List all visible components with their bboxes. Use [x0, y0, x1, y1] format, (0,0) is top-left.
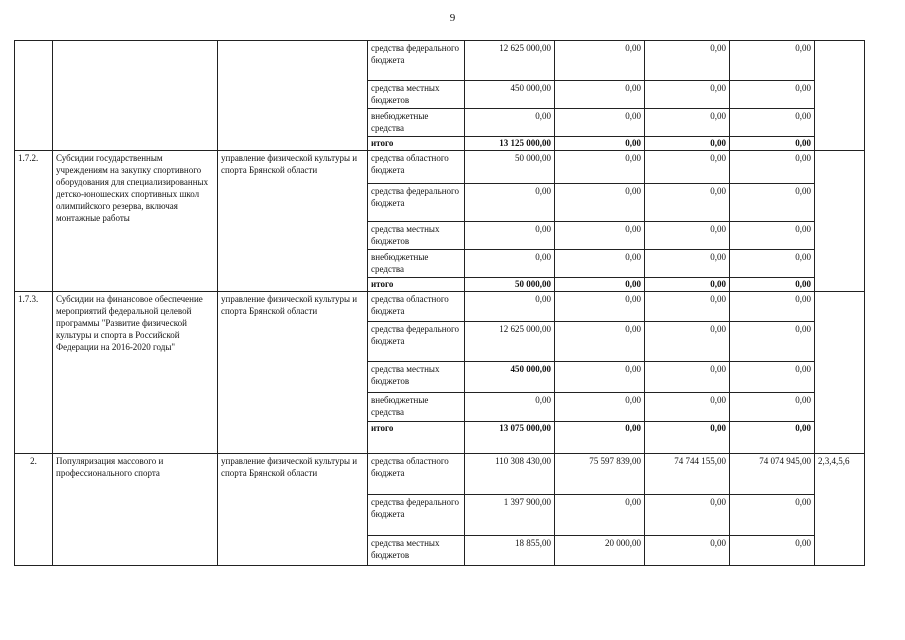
row-number-cell: [15, 41, 53, 151]
amount-year-2: 0,00: [555, 151, 645, 184]
amount-year-4: 0,00: [730, 362, 815, 393]
funding-source: средства местных бюджетов: [368, 362, 465, 393]
amount-year-3: 0,00: [645, 322, 730, 362]
amount-year-4: 0,00: [730, 495, 815, 536]
amount-year-3: 0,00: [645, 109, 730, 137]
amount-year-2: 0,00: [555, 495, 645, 536]
total-year-1: 13 075 000,00: [465, 422, 555, 454]
indicators-cell: [815, 292, 865, 454]
executor-cell: управление физической культуры и спорта Брянской области: [218, 454, 368, 566]
amount-year-2: 0,00: [555, 222, 645, 250]
amount-year-3: 0,00: [645, 393, 730, 422]
amount-year-1: 0,00: [465, 222, 555, 250]
amount-year-4: 0,00: [730, 109, 815, 137]
total-label: итого: [368, 137, 465, 151]
total-year-2: 0,00: [555, 422, 645, 454]
amount-year-4: 0,00: [730, 292, 815, 322]
total-year-4: 0,00: [730, 422, 815, 454]
funding-source: средства областного бюджета: [368, 151, 465, 184]
amount-year-2: 0,00: [555, 184, 645, 222]
total-year-3: 0,00: [645, 422, 730, 454]
funding-source: средства местных бюджетов: [368, 536, 465, 566]
amount-year-3: 0,00: [645, 536, 730, 566]
amount-year-3: 0,00: [645, 184, 730, 222]
amount-year-1: 450 000,00: [465, 362, 555, 393]
amount-year-1: 50 000,00: [465, 151, 555, 184]
table-row: [15, 292, 865, 322]
amount-year-4: 0,00: [730, 184, 815, 222]
amount-year-1: 110 308 430,00: [465, 454, 555, 495]
amount-year-4: 74 074 945,00: [730, 454, 815, 495]
budget-table: [14, 40, 865, 566]
amount-year-2: 0,00: [555, 292, 645, 322]
amount-year-2: 20 000,00: [555, 536, 645, 566]
total-year-4: 0,00: [730, 278, 815, 292]
funding-source: внебюджетные средства: [368, 109, 465, 137]
measure-name-cell: Субсидии на финансовое обеспечение мероприятий федеральной целевой программы "Развитие физической культуры и спорта в Российской Федерации на 2016-2020 годы": [53, 292, 218, 454]
amount-year-1: 0,00: [465, 250, 555, 278]
measure-name-cell: Субсидии государственным учреждениям на закупку спортивного оборудования для специализированных детско-юношеских спортивных школ олимпийского резерва, включая монтажные работы: [53, 151, 218, 292]
row-number-cell: 2.: [15, 454, 53, 566]
executor-cell: [218, 41, 368, 151]
amount-year-1: 18 855,00: [465, 536, 555, 566]
funding-source: средства областного бюджета: [368, 292, 465, 322]
amount-year-1: 0,00: [465, 393, 555, 422]
table-row: [15, 41, 865, 81]
amount-year-2: 0,00: [555, 393, 645, 422]
funding-source: средства федерального бюджета: [368, 184, 465, 222]
measure-name-cell: [53, 41, 218, 151]
amount-year-4: 0,00: [730, 81, 815, 109]
funding-source: средства федерального бюджета: [368, 495, 465, 536]
amount-year-1: 12 625 000,00: [465, 41, 555, 81]
indicators-cell: [815, 41, 865, 151]
total-label: итого: [368, 422, 465, 454]
amount-year-3: 0,00: [645, 292, 730, 322]
amount-year-1: 450 000,00: [465, 81, 555, 109]
amount-year-1: 1 397 900,00: [465, 495, 555, 536]
amount-year-3: 0,00: [645, 495, 730, 536]
funding-source: внебюджетные средства: [368, 250, 465, 278]
total-label: итого: [368, 278, 465, 292]
amount-year-3: 0,00: [645, 250, 730, 278]
amount-year-2: 0,00: [555, 250, 645, 278]
total-year-4: 0,00: [730, 137, 815, 151]
funding-source: средства областного бюджета: [368, 454, 465, 495]
amount-year-2: 75 597 839,00: [555, 454, 645, 495]
funding-source: внебюджетные средства: [368, 393, 465, 422]
table-row: [15, 454, 865, 495]
amount-year-2: 0,00: [555, 322, 645, 362]
amount-year-1: 0,00: [465, 292, 555, 322]
total-year-3: 0,00: [645, 278, 730, 292]
amount-year-1: 0,00: [465, 184, 555, 222]
total-year-2: 0,00: [555, 137, 645, 151]
funding-source: средства федерального бюджета: [368, 41, 465, 81]
amount-year-2: 0,00: [555, 41, 645, 81]
amount-year-3: 0,00: [645, 41, 730, 81]
amount-year-4: 0,00: [730, 250, 815, 278]
funding-source: средства местных бюджетов: [368, 81, 465, 109]
total-year-3: 0,00: [645, 137, 730, 151]
executor-cell: управление физической культуры и спорта Брянской области: [218, 151, 368, 292]
page-number: 9: [449, 12, 456, 24]
total-year-1: 50 000,00: [465, 278, 555, 292]
amount-year-4: 0,00: [730, 41, 815, 81]
amount-year-1: 12 625 000,00: [465, 322, 555, 362]
amount-year-4: 0,00: [730, 151, 815, 184]
row-number-cell: 1.7.3.: [15, 292, 53, 454]
amount-year-3: 0,00: [645, 222, 730, 250]
amount-year-3: 0,00: [645, 81, 730, 109]
table-row: [15, 151, 865, 184]
amount-year-3: 0,00: [645, 362, 730, 393]
total-year-2: 0,00: [555, 278, 645, 292]
amount-year-3: 74 744 155,00: [645, 454, 730, 495]
amount-year-1: 0,00: [465, 109, 555, 137]
funding-source: средства федерального бюджета: [368, 322, 465, 362]
indicators-cell: [815, 151, 865, 292]
amount-year-3: 0,00: [645, 151, 730, 184]
executor-cell: управление физической культуры и спорта Брянской области: [218, 292, 368, 454]
amount-year-4: 0,00: [730, 536, 815, 566]
amount-year-2: 0,00: [555, 109, 645, 137]
amount-year-4: 0,00: [730, 222, 815, 250]
amount-year-2: 0,00: [555, 362, 645, 393]
amount-year-4: 0,00: [730, 322, 815, 362]
total-year-1: 13 125 000,00: [465, 137, 555, 151]
row-number-cell: 1.7.2.: [15, 151, 53, 292]
funding-source: средства местных бюджетов: [368, 222, 465, 250]
measure-name-cell: Популяризация массового и профессионального спорта: [53, 454, 218, 566]
indicators-cell: 2,3,4,5,6: [815, 454, 865, 566]
amount-year-2: 0,00: [555, 81, 645, 109]
amount-year-4: 0,00: [730, 393, 815, 422]
